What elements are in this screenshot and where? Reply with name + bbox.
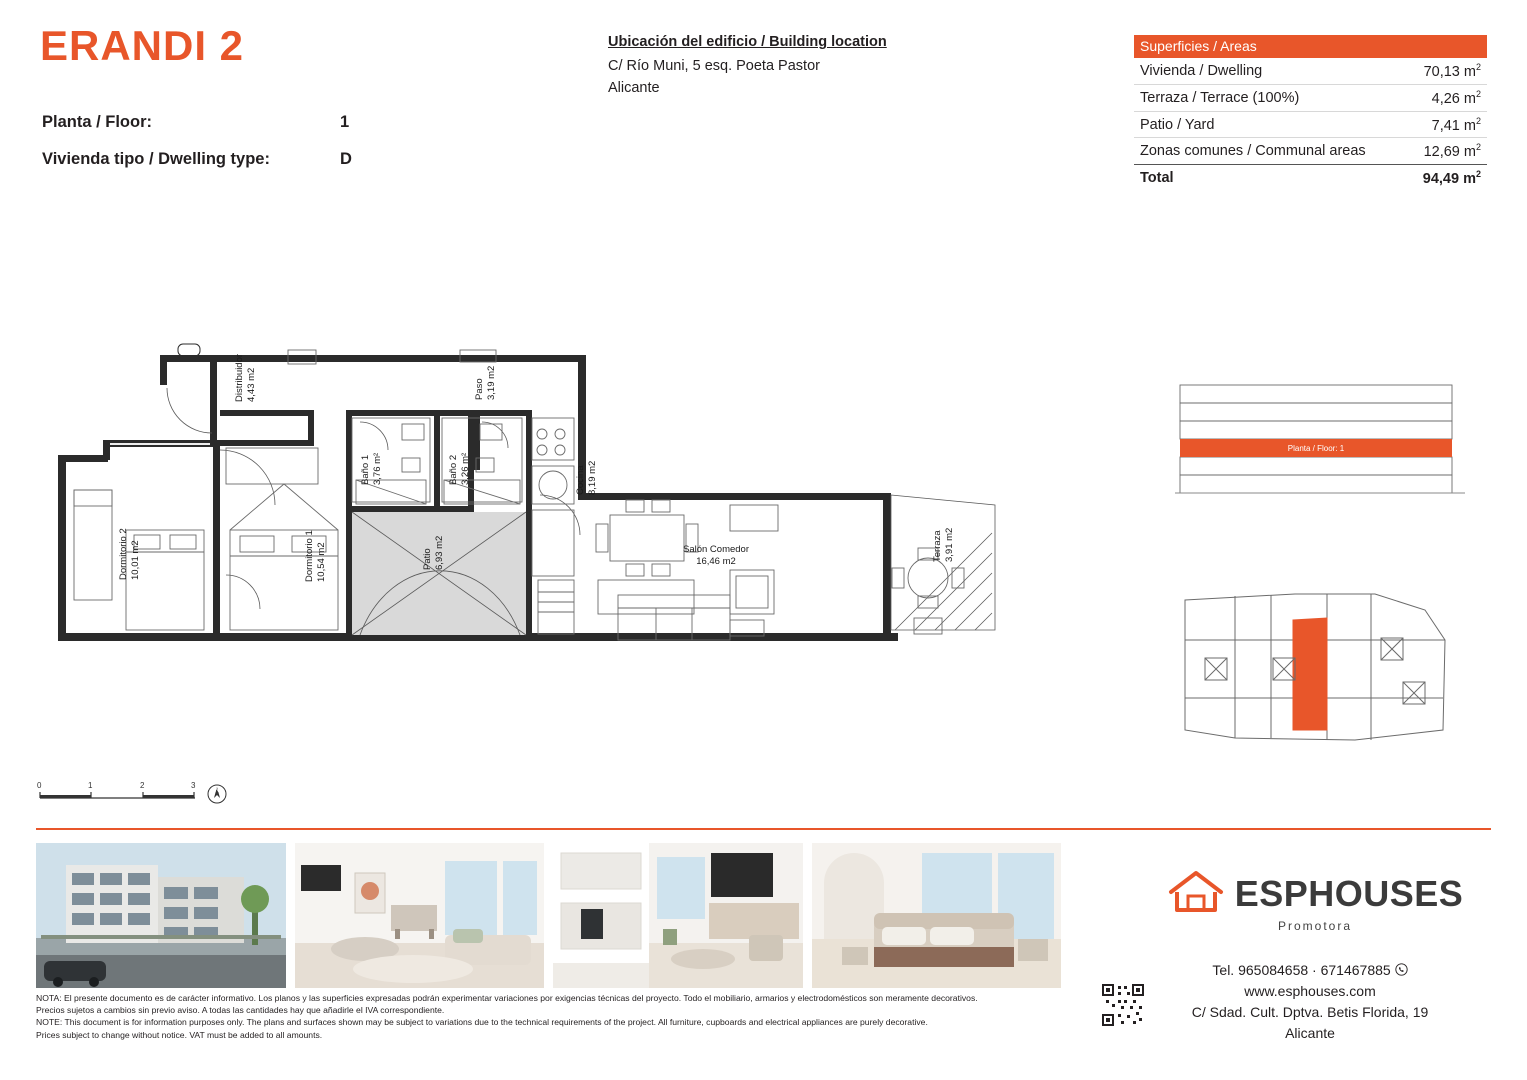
note-es-1: NOTA: El presente documento es de carácter informativo. Los planos y las superficies expresadas podrán experimentar variaciones por exigencias técnicas del proyecto. Todo el mobiliario, armarios y electrodomésticos son meramente decorativos.	[36, 993, 978, 1003]
total-value-text: 94,49 m	[1422, 171, 1476, 188]
floor-value: 1	[340, 113, 350, 131]
table-row	[1134, 58, 1487, 84]
scale-tick-2: 2	[140, 781, 145, 790]
house-icon	[1167, 868, 1225, 919]
scale-tick-0: 0	[37, 781, 42, 790]
room-label: Baño 2	[448, 454, 459, 485]
contact-phone	[1110, 960, 1510, 981]
room-area: 10,54 m2	[316, 542, 327, 582]
company-name: ESPHOUSES	[1234, 872, 1464, 914]
key-plan-diagram	[1175, 580, 1455, 760]
photo-building-exterior	[36, 843, 286, 988]
floor-label: Planta / Floor:	[42, 113, 153, 131]
room-area: 4,43 m2	[246, 367, 257, 402]
area-value-text: 4,26 m	[1431, 90, 1476, 107]
room-label: Dormitorio 1	[304, 530, 315, 582]
area-unit: 2	[1475, 88, 1481, 99]
dwelling-type-label: Vivienda tipo / Dwelling type:	[42, 150, 270, 168]
divider	[36, 828, 1491, 830]
building-location-city: Alicante	[608, 80, 660, 96]
table-row	[1134, 111, 1487, 138]
photo-strip	[36, 843, 1061, 988]
table-row	[1134, 138, 1487, 165]
area-value	[1406, 58, 1487, 84]
building-location-street: C/ Río Muni, 5 esq. Poeta Pastor	[608, 58, 820, 74]
area-value	[1406, 84, 1487, 111]
elevation-highlight-label: Planta / Floor: 1	[1287, 444, 1345, 453]
page-title: ERANDI 2	[40, 22, 245, 69]
room-area: 3,76 m²	[372, 452, 383, 485]
area-value	[1406, 138, 1487, 165]
room-label: Cocina	[575, 465, 586, 495]
total-value	[1406, 165, 1487, 191]
photo-kitchen	[553, 843, 803, 988]
photo-bedroom	[812, 843, 1062, 988]
areas-table-title: Superficies / Areas	[1134, 35, 1487, 58]
contact-address-line1: C/ Sdad. Cult. Dptva. Betis Florida, 19	[1191, 1004, 1429, 1020]
scale-tick-3: 3	[191, 781, 196, 790]
note-en-1: NOTE: This document is for information purposes only. The plans and surfaces shown may be subject to variations due to the technical requirements of the project. All furniture, cupboards and electrical appliances are purely decorative.	[36, 1017, 928, 1028]
room-area: 16,46 m2	[696, 556, 736, 567]
room-label: Patio	[422, 548, 433, 570]
room-area: 8,19 m2	[587, 460, 598, 495]
note-en-2: Prices subject to change without notice. VAT must be added to all amounts.	[36, 1029, 323, 1040]
area-value-text: 7,41 m	[1431, 117, 1476, 134]
area-value-text: 12,69 m	[1423, 144, 1476, 161]
area-label: Zonas comunes / Communal areas	[1134, 138, 1406, 165]
company-subtitle: Promotora	[1277, 919, 1353, 933]
room-area: 3,26 m²	[460, 452, 471, 485]
building-location-title: Ubicación del edificio / Building location	[608, 34, 887, 50]
north-label: N	[214, 787, 220, 794]
room-area: 10,01 m2	[130, 540, 141, 580]
room-area: 6,93 m2	[434, 535, 445, 570]
area-unit: 2	[1475, 115, 1481, 126]
room-label: Terraza	[932, 530, 943, 562]
scale-bar	[35, 780, 255, 820]
area-label: Patio / Yard	[1134, 111, 1406, 138]
contact-address-line2: Alicante	[1285, 1025, 1335, 1041]
contact-block	[1110, 960, 1510, 1044]
note-es-2: Precios sujetos a cambios sin previo aviso. A todas las cantidades hay que añadirle el IVA correspondiente.	[36, 1005, 445, 1016]
area-value	[1406, 111, 1487, 138]
room-area: 3,91 m2	[944, 527, 955, 562]
photo-living-room	[295, 843, 545, 988]
table-row	[1134, 84, 1487, 111]
area-label: Vivienda / Dwelling	[1134, 58, 1406, 84]
total-label: Total	[1134, 165, 1406, 191]
room-label: Paso	[474, 378, 485, 400]
floor-plan	[30, 330, 1030, 830]
dwelling-type-value: D	[340, 150, 352, 168]
building-elevation-diagram	[1175, 380, 1455, 510]
total-unit: 2	[1475, 169, 1481, 180]
area-label: Terraza / Terrace (100%)	[1134, 84, 1406, 111]
area-unit: 2	[1475, 142, 1481, 153]
room-label: Salón Comedor	[682, 544, 750, 555]
room-label: Dormitorio 2	[118, 528, 129, 580]
area-value-text: 70,13 m	[1423, 63, 1476, 80]
room-area: 3,19 m2	[486, 365, 497, 400]
company-logo-block	[1165, 868, 1465, 933]
contact-website[interactable]: www.esphouses.com	[1244, 983, 1376, 999]
scale-tick-1: 1	[88, 781, 93, 790]
room-label: Baño 1	[360, 454, 371, 485]
legal-notes	[36, 992, 1066, 1041]
contact-phone-text: Tel. 965084658 · 671467885	[1212, 962, 1391, 978]
table-row-total	[1134, 165, 1487, 191]
area-unit: 2	[1475, 62, 1481, 72]
room-label: Distribuidor	[234, 353, 245, 402]
whatsapp-icon	[1395, 962, 1408, 978]
areas-table	[1134, 35, 1487, 191]
